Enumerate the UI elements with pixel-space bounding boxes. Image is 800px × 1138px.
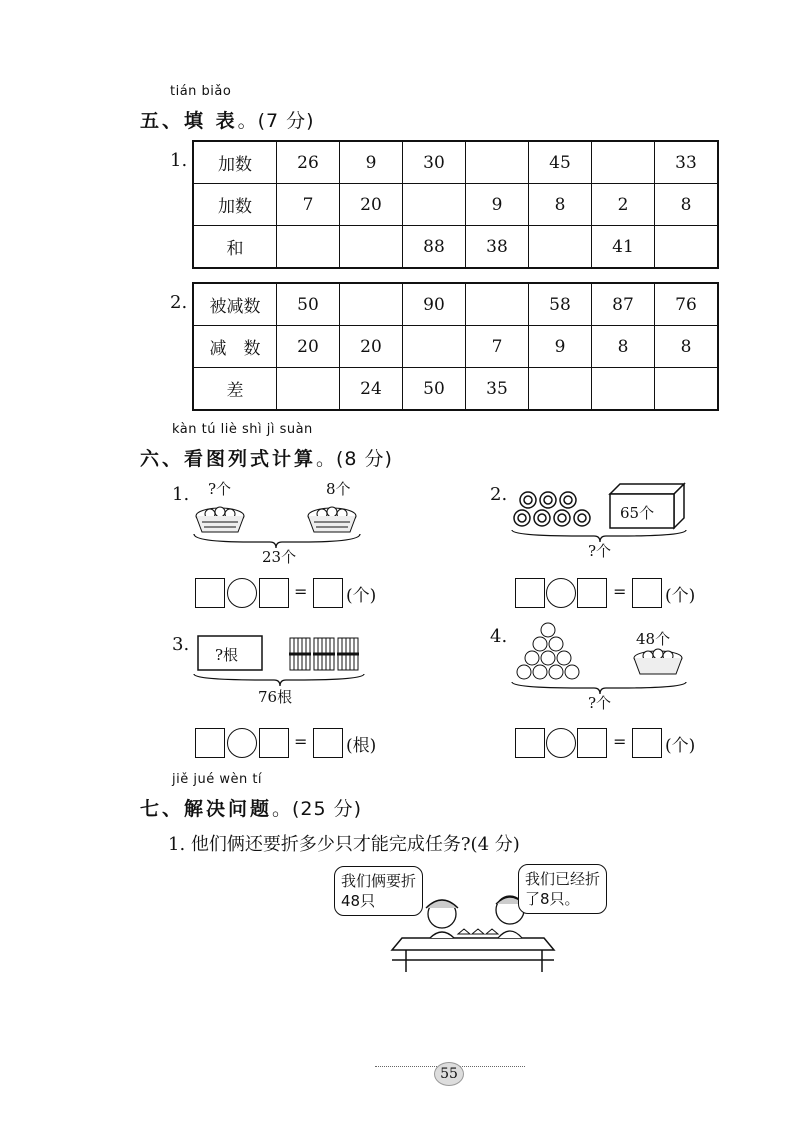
blank-cell[interactable] — [277, 368, 340, 411]
value-cell: 2 — [592, 184, 655, 226]
problem3-box-label: ?根 — [215, 646, 239, 664]
row-header: 减 数 — [193, 326, 277, 368]
table-row — [193, 368, 718, 411]
problem4-figure — [510, 618, 690, 700]
value-cell: 8 — [655, 326, 719, 368]
section7-heading — [140, 794, 362, 821]
equals-sign: = — [613, 732, 627, 751]
value-cell: 26 — [277, 141, 340, 184]
problem2-total: ?个 — [588, 542, 612, 560]
operator-circle[interactable] — [227, 728, 257, 758]
problem4-total: ?个 — [588, 694, 612, 712]
problem1-number: 1. — [172, 484, 190, 505]
blank-cell[interactable] — [592, 368, 655, 411]
problem1-label-b: 8个 — [326, 480, 351, 498]
value-cell: 24 — [340, 368, 403, 411]
answer-box[interactable] — [515, 578, 545, 608]
section5-score: 。(7 分) — [237, 110, 315, 132]
value-cell: 30 — [403, 141, 466, 184]
value-cell: 38 — [466, 226, 529, 269]
value-cell: 76 — [655, 283, 719, 326]
section5-heading — [140, 106, 315, 133]
question1-text: 1. 他们俩还要折多少只才能完成任务?(4 分) — [168, 834, 520, 855]
pinyin-section6: kàn tú liè shì jì suàn — [172, 422, 313, 437]
value-cell: 20 — [340, 326, 403, 368]
value-cell: 8 — [592, 326, 655, 368]
answer-box[interactable] — [577, 578, 607, 608]
answer-box[interactable] — [632, 728, 662, 758]
blank-cell[interactable] — [277, 226, 340, 269]
value-cell: 87 — [592, 283, 655, 326]
problem3-number: 3. — [172, 634, 190, 655]
problem4-label-b: 48个 — [636, 630, 671, 648]
value-cell: 88 — [403, 226, 466, 269]
blank-cell[interactable] — [655, 226, 719, 269]
table-row — [193, 141, 718, 184]
bubble-left-line1: 我们俩要折 — [341, 872, 417, 890]
pinyin-section7: jiě jué wèn tí — [172, 772, 263, 787]
value-cell: 50 — [403, 368, 466, 411]
problem2-box-label: 65个 — [620, 504, 655, 522]
blank-cell[interactable] — [529, 226, 592, 269]
value-cell: 33 — [655, 141, 719, 184]
value-cell: 41 — [592, 226, 655, 269]
blank-cell[interactable] — [466, 141, 529, 184]
speech-bubble-left — [334, 866, 423, 916]
basket-icon — [196, 507, 244, 532]
speech-bubble-right — [518, 864, 607, 914]
section7-title: 七、解决问题 — [140, 798, 273, 820]
peach-pyramid-icon — [517, 623, 579, 679]
problem3-total: 76根 — [258, 688, 293, 706]
value-cell: 45 — [529, 141, 592, 184]
value-cell: 20 — [340, 184, 403, 226]
bubble-right-line1: 我们已经折 — [525, 870, 601, 888]
operator-circle[interactable] — [227, 578, 257, 608]
equals-sign: = — [294, 582, 308, 601]
problem2-unit: (个) — [665, 586, 696, 606]
table-row — [193, 326, 718, 368]
problem3-unit: (根) — [346, 736, 377, 756]
answer-box[interactable] — [195, 578, 225, 608]
blank-cell[interactable] — [340, 283, 403, 326]
basket-icon — [634, 649, 682, 674]
paper-cranes-icon — [458, 929, 498, 934]
table-row — [193, 226, 718, 269]
girl-icon — [426, 900, 458, 938]
blank-cell[interactable] — [655, 368, 719, 411]
value-cell: 9 — [340, 141, 403, 184]
operator-circle[interactable] — [546, 578, 576, 608]
problem1-total: 23个 — [262, 548, 297, 566]
blank-cell[interactable] — [403, 326, 466, 368]
answer-box[interactable] — [632, 578, 662, 608]
value-cell: 90 — [403, 283, 466, 326]
row-header: 差 — [193, 368, 277, 411]
value-cell: 58 — [529, 283, 592, 326]
value-cell: 9 — [529, 326, 592, 368]
answer-box[interactable] — [259, 728, 289, 758]
problem1-unit: (个) — [346, 586, 377, 606]
value-cell: 8 — [655, 184, 719, 226]
table2-number: 2. — [170, 292, 188, 313]
subtraction-table — [192, 282, 719, 411]
value-cell: 7 — [466, 326, 529, 368]
blank-cell[interactable] — [529, 368, 592, 411]
section6-title: 六、看图列式计算 — [140, 448, 317, 470]
answer-box[interactable] — [313, 728, 343, 758]
value-cell: 50 — [277, 283, 340, 326]
addition-table — [192, 140, 719, 269]
row-header: 和 — [193, 226, 277, 269]
table-row — [193, 184, 718, 226]
bubble-left-line2: 48只 — [341, 892, 376, 910]
row-header: 被减数 — [193, 283, 277, 326]
answer-box[interactable] — [515, 728, 545, 758]
value-cell: 9 — [466, 184, 529, 226]
section5-title: 五、填 表 — [140, 110, 238, 132]
blank-cell[interactable] — [403, 184, 466, 226]
brace-icon — [194, 674, 364, 686]
value-cell: 8 — [529, 184, 592, 226]
desk-icon — [392, 938, 554, 972]
basket-icon — [308, 507, 356, 532]
ring-icon — [514, 492, 590, 526]
answer-box[interactable] — [259, 578, 289, 608]
value-cell: 7 — [277, 184, 340, 226]
section6-heading — [140, 444, 393, 471]
answer-box[interactable] — [313, 578, 343, 608]
equals-sign: = — [294, 732, 308, 751]
pinyin-section5: tián biǎo — [170, 84, 232, 99]
row-header: 加数 — [193, 184, 277, 226]
row-header: 加数 — [193, 141, 277, 184]
table-row — [193, 283, 718, 326]
problem4-number: 4. — [490, 626, 508, 647]
answer-box[interactable] — [195, 728, 225, 758]
stick-bundle-icon — [289, 638, 359, 670]
value-cell: 35 — [466, 368, 529, 411]
blank-cell[interactable] — [466, 283, 529, 326]
operator-circle[interactable] — [546, 728, 576, 758]
table1-number: 1. — [170, 150, 188, 171]
problem2-number: 2. — [490, 484, 508, 505]
blank-cell[interactable] — [592, 141, 655, 184]
blank-cell[interactable] — [340, 226, 403, 269]
answer-box[interactable] — [577, 728, 607, 758]
value-cell: 20 — [277, 326, 340, 368]
section7-score: 。(25 分) — [272, 798, 363, 820]
problem1-label-a: ?个 — [208, 480, 232, 498]
bubble-right-line2: 了8只。 — [525, 890, 580, 908]
section6-score: 。(8 分) — [316, 448, 393, 470]
page-number: 55 — [434, 1062, 464, 1086]
problem4-unit: (个) — [665, 736, 696, 756]
equals-sign: = — [613, 582, 627, 601]
